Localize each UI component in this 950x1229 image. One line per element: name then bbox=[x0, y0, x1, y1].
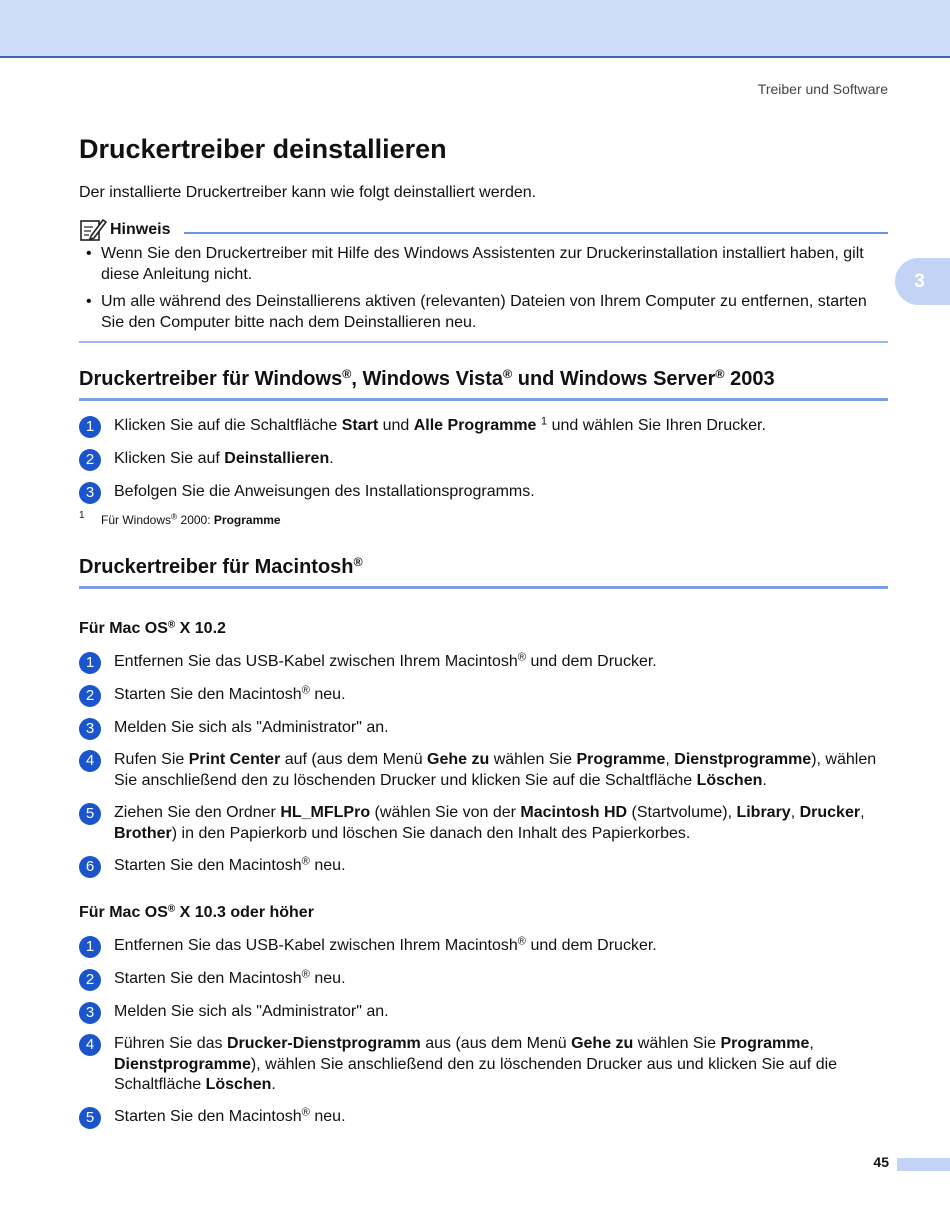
chapter-tab bbox=[895, 258, 950, 305]
step-item: 1 Entfernen Sie das USB-Kabel zwischen Ihrem Macintosh® und dem Drucker. bbox=[79, 652, 888, 673]
note-list bbox=[79, 244, 888, 333]
step-number-badge: 2 bbox=[79, 969, 101, 991]
page-title: Druckertreiber deinstallieren bbox=[79, 134, 447, 164]
subheading-mac-10-2: Für Mac OS® X 10.2 bbox=[79, 619, 226, 637]
step-item: 3 Befolgen Sie die Anweisungen des Installationsprogramms. bbox=[79, 482, 888, 503]
page-number-bar bbox=[897, 1158, 950, 1171]
step-item: 5 Starten Sie den Macintosh® neu. bbox=[79, 1107, 888, 1128]
step-item: 6 Starten Sie den Macintosh® neu. bbox=[79, 856, 888, 877]
step-number-badge: 5 bbox=[79, 803, 101, 825]
footnote-text: Für Windows® 2000: Programme bbox=[101, 511, 281, 527]
step-item: 2 Klicken Sie auf Deinstallieren. bbox=[79, 449, 888, 470]
step-number-badge: 3 bbox=[79, 1002, 101, 1024]
step-number-badge: 3 bbox=[79, 718, 101, 740]
section-rule bbox=[79, 586, 888, 589]
footnote-mark: 1 bbox=[79, 510, 85, 521]
step-item: 4 Führen Sie das Drucker-Dienstprogramm aus (aus dem Menü Gehe zu wählen Sie Programme, Dienstprogramme), wählen Sie anschließend den zu löschenden Drucker aus und klicken Sie auf die Schaltfläche Löschen. bbox=[79, 1034, 888, 1096]
note-label: Hinweis bbox=[110, 221, 171, 238]
page-number: 45 bbox=[873, 1154, 889, 1170]
step-number-badge: 2 bbox=[79, 449, 101, 471]
intro-text: Der installierte Druckertreiber kann wie folgt deinstalliert werden. bbox=[79, 184, 537, 201]
bullet: • bbox=[86, 245, 92, 262]
running-head: Treiber und Software bbox=[757, 81, 888, 97]
chapter-number: 3 bbox=[914, 270, 925, 292]
step-number-badge: 1 bbox=[79, 652, 101, 674]
note-header bbox=[79, 217, 888, 243]
note-item bbox=[79, 244, 888, 285]
step-number-badge: 3 bbox=[79, 482, 101, 504]
step-item: 5 Ziehen Sie den Ordner HL_MFLPro (wählen Sie von der Macintosh HD (Startvolume), Library, Drucker, Brother) in den Papierkorb und löschen Sie danach den Inhalt des Papierkorbes. bbox=[79, 803, 888, 844]
note-item bbox=[79, 292, 888, 333]
subheading-mac-10-3: Für Mac OS® X 10.3 oder höher bbox=[79, 903, 314, 921]
step-item: 1 Entfernen Sie das USB-Kabel zwischen Ihrem Macintosh® und dem Drucker. bbox=[79, 936, 888, 957]
note-box bbox=[79, 217, 888, 340]
step-number-badge: 1 bbox=[79, 936, 101, 958]
section-heading-windows: Druckertreiber für Windows®, Windows Vista® und Windows Server® 2003 bbox=[79, 367, 775, 390]
step-number-badge: 2 bbox=[79, 685, 101, 707]
step-number-badge: 6 bbox=[79, 856, 101, 878]
step-item: 3 Melden Sie sich als "Administrator" an. bbox=[79, 718, 888, 739]
step-number-badge: 5 bbox=[79, 1107, 101, 1129]
section-rule bbox=[79, 398, 888, 401]
step-number-badge: 1 bbox=[79, 416, 101, 438]
step-item: 1 Klicken Sie auf die Schaltfläche Start und Alle Programme $^1$ und wählen Sie Ihren Drucker. bbox=[79, 416, 888, 437]
top-header-band bbox=[0, 0, 950, 58]
note-item-text: Um alle während des Deinstallierens aktiven (relevanten) Dateien von Ihrem Computer zu entfernen, starten Sie den Computer bitte nach dem Deinstallieren neu. bbox=[101, 293, 867, 331]
note-pencil-icon bbox=[79, 218, 107, 242]
note-item-text: Wenn Sie den Druckertreiber mit Hilfe des Windows Assistenten zur Druckerinstallation installiert haben, gilt diese Anleitung nicht. bbox=[101, 245, 864, 283]
note-top-rule bbox=[184, 232, 888, 234]
step-number-badge: 4 bbox=[79, 1034, 101, 1056]
section-heading-macintosh: Druckertreiber für Macintosh® bbox=[79, 555, 363, 578]
step-item: 2 Starten Sie den Macintosh® neu. bbox=[79, 685, 888, 706]
step-number-badge: 4 bbox=[79, 750, 101, 772]
bullet: • bbox=[86, 293, 92, 310]
note-bottom-rule bbox=[79, 341, 888, 343]
step-item: 3 Melden Sie sich als "Administrator" an. bbox=[79, 1002, 888, 1023]
step-item: 2 Starten Sie den Macintosh® neu. bbox=[79, 969, 888, 990]
footnote-ref: 1 bbox=[540, 415, 548, 428]
step-item: 4 Rufen Sie Print Center auf (aus dem Menü Gehe zu wählen Sie Programme, Dienstprogramme), wählen Sie anschließend den zu löschenden Drucker und klicken Sie auf die Schaltfläche Löschen. bbox=[79, 750, 888, 791]
